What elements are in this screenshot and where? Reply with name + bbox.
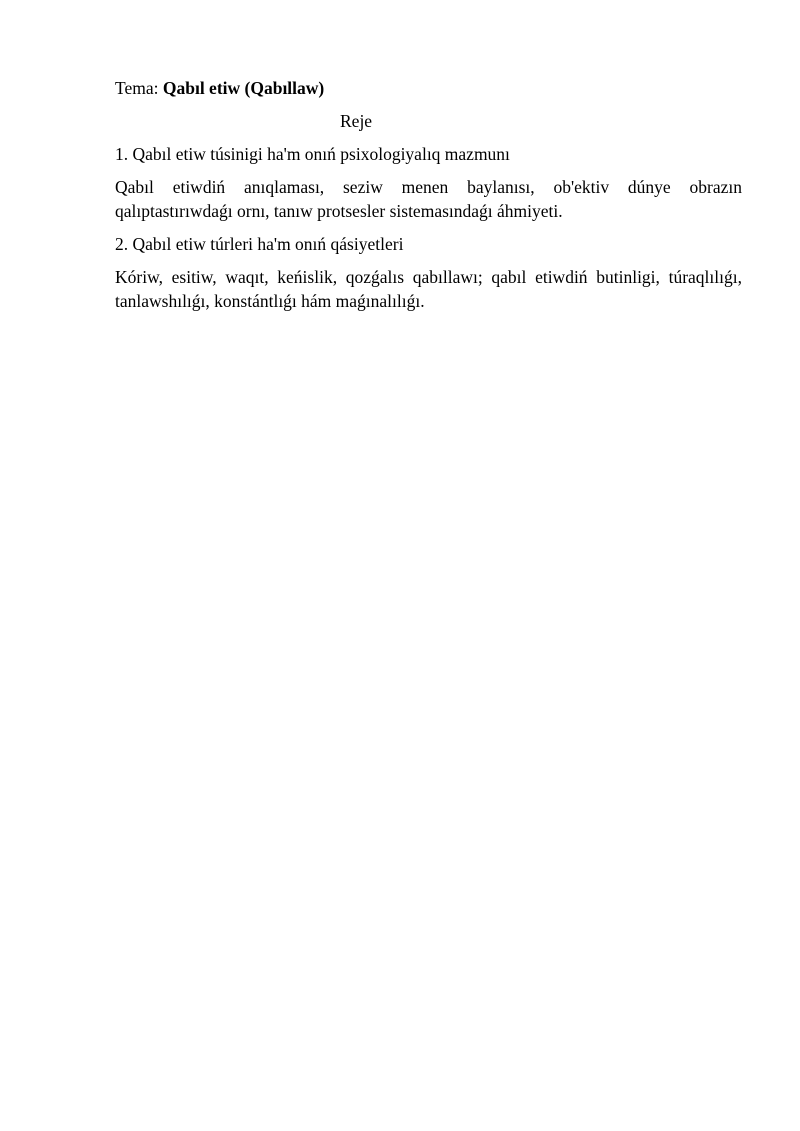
section-heading: 1. Qabıl etiw túsinigi ha'm onıń psixologiyalıq mazmunı xyxy=(115,144,510,164)
topic-title: Qabıl etiw (Qabıllaw) xyxy=(162,78,325,98)
topic-line xyxy=(115,76,742,100)
section-body: Kóriw, esitiw, waqıt, keńislik, qozǵalıs qabıllawı; qabıl etiwdiń butinligi, túraqlılıǵı, tanlawshılıǵı, konstántlıǵı hám maǵınalılıǵı. xyxy=(115,267,742,311)
section-heading: 2. Qabıl etiw túrleri ha'm onıń qásiyetleri xyxy=(115,234,404,254)
plan-heading: Reje xyxy=(340,111,373,131)
topic-label: Tema: xyxy=(115,78,163,98)
section-body: Qabıl etiwdiń anıqlaması, seziw menen baylanısı, ob'ektiv dúnye obrazın qalıptastırıwdaǵı ornı, tanıw protsesler sistemasındaǵı áhmiyeti. xyxy=(115,177,742,221)
document-page xyxy=(115,76,742,322)
